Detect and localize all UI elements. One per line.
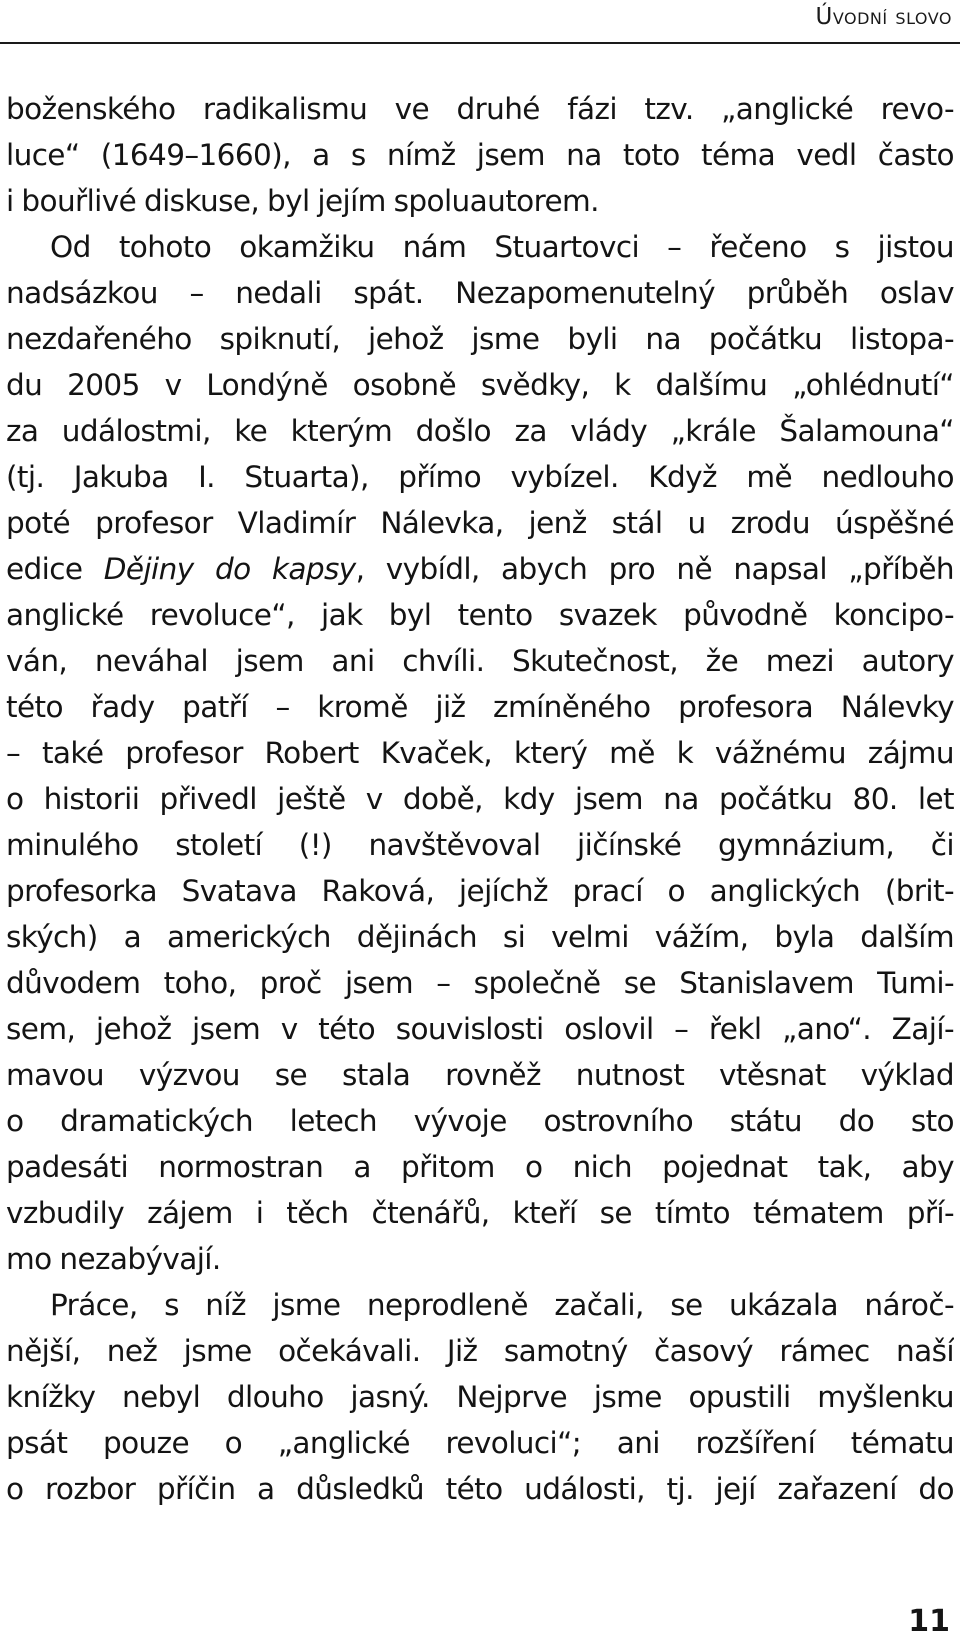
text-line: padesáti normostran a přitom o nich pojednat tak, aby — [6, 1150, 954, 1184]
text-line: nezdařeného spiknutí, jehož jsme byli na počátku listopa- — [6, 322, 954, 356]
text-line: mavou výzvou se stala rovněž nutnost vtěsnat výklad — [6, 1058, 954, 1092]
text-line: luce“ (1649–1660), a s nímž jsem na toto téma vedl často — [6, 138, 954, 172]
body-text — [6, 86, 954, 1512]
text-line: o historii přivedl ještě v době, kdy jsem na počátku 80. let — [6, 782, 954, 816]
text-line: ských) a amerických dějinách si velmi vážím, byla dalším — [6, 920, 954, 954]
text-line: profesorka Svatava Raková, jejíchž prací o anglických (brit- — [6, 874, 954, 908]
text-line: – také profesor Robert Kvaček, který mě k vážnému zájmu — [6, 736, 954, 770]
text-line: Od tohoto okamžiku nám Stuartovci – řečeno s jistou — [50, 230, 954, 264]
text-line: sem, jehož jsem v této souvislosti oslovil – řekl „ano“. Zají- — [6, 1012, 954, 1046]
text-line: této řady patří – kromě již zmíněného profesora Nálevky — [6, 690, 954, 724]
running-head: Úvodní slovo — [815, 4, 952, 30]
text-segment: , vybídl, abych pro ně napsal „příběh — [355, 552, 954, 586]
text-line — [6, 546, 954, 592]
text-line: anglické revoluce“, jak byl tento svazek původně koncipo- — [6, 598, 954, 632]
text-line: nadsázkou – nedali spát. Nezapomenutelný průběh oslav — [6, 276, 954, 310]
text-line: vzbudily zájem i těch čtenářů, kteří se tímto tématem pří- — [6, 1196, 954, 1230]
text-line: nější, než jsme očekávali. Již samotný časový rámec naší — [6, 1334, 954, 1368]
text-line: mo nezabývají. — [6, 1242, 221, 1276]
text-line: o rozbor příčin a důsledků této události, tj. její zařazení do — [6, 1472, 954, 1506]
page-number: 11 — [908, 1604, 950, 1639]
text-line: důvodem toho, proč jsem – společně se Stanislavem Tumi- — [6, 966, 954, 1000]
text-line: Práce, s níž jsme neprodleně začali, se ukázala nároč- — [50, 1288, 954, 1322]
text-line: boženského radikalismu ve druhé fázi tzv. „anglické revo- — [6, 92, 954, 126]
text-line: du 2005 v Londýně osobně svědky, k dalšímu „ohlédnutí“ — [6, 368, 954, 402]
header-rule — [0, 42, 960, 44]
text-line: ván, neváhal jsem ani chvíli. Skutečnost, že mezi autory — [6, 644, 954, 678]
text-line: psát pouze o „anglické revoluci“; ani rozšíření tématu — [6, 1426, 954, 1460]
text-line: o dramatických letech vývoje ostrovního státu do sto — [6, 1104, 954, 1138]
text-segment: edice — [6, 552, 104, 586]
italic-title: Dějiny do kapsy — [103, 552, 356, 586]
text-line: za událostmi, ke kterým došlo za vlády „krále Šalamouna“ — [6, 414, 954, 448]
text-line: knížky nebyl dlouho jasný. Nejprve jsme opustili myšlenku — [6, 1380, 954, 1414]
text-line: poté profesor Vladimír Nálevka, jenž stál u zrodu úspěšné — [6, 506, 954, 540]
text-line: (tj. Jakuba I. Stuarta), přímo vybízel. Když mě nedlouho — [6, 460, 954, 494]
text-line: i bouřlivé diskuse, byl jejím spoluautorem. — [6, 184, 599, 218]
text-line: minulého století (!) navštěvoval jičínské gymnázium, či — [6, 828, 954, 862]
